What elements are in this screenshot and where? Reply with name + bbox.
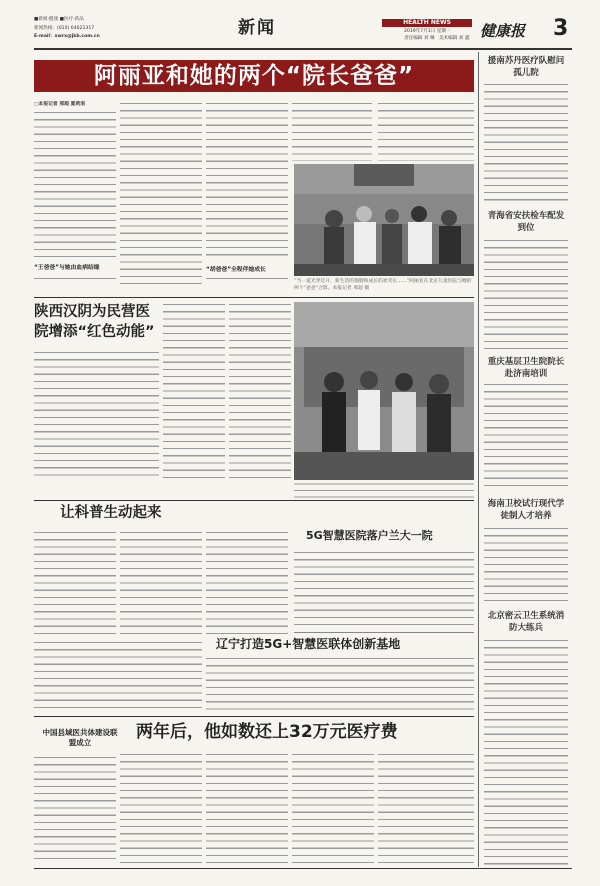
story2-headline: 陕西汉阴为民营医院增添“红色动能” — [34, 304, 155, 340]
story3-headline: 让科普生动起来 — [60, 505, 162, 521]
lead-body-col-1b — [34, 276, 116, 284]
party-photo — [294, 302, 474, 480]
right-s3-title: 重庆基层卫生院院长赴济南培训 — [487, 357, 565, 379]
lead-headline: 阿丽亚和她的两个“院长爸爸” — [93, 63, 415, 89]
story3-body-col-1b — [34, 640, 202, 712]
masthead-rule — [34, 48, 572, 50]
masthead-phone: 新闻热线：(010) 64621317 — [34, 26, 95, 31]
story7-body-col-2 — [206, 752, 288, 865]
story3-body-col-2 — [120, 530, 202, 635]
editor-line — [404, 36, 469, 42]
contact-line-1: ■新闻·健康 ■医疗·药品 — [34, 17, 84, 22]
masthead-email: E-mail：xwrx@jkb.com.cn — [34, 34, 100, 39]
masthead-contacts — [34, 17, 144, 23]
section-title: 新闻 — [238, 18, 276, 38]
lead-body-col-4 — [292, 101, 372, 161]
lead-subhead-1: “王爸爸”与她由血病结缘 — [34, 265, 100, 271]
story3-body-col-1 — [34, 530, 116, 635]
page-number: 3 — [553, 16, 569, 41]
right-s5-body — [484, 638, 568, 865]
party-photo-image — [294, 302, 474, 480]
bottom-rule — [34, 868, 572, 869]
story3-body-col-3 — [206, 530, 288, 635]
right-s4-title: 海南卫校试行现代学徒制人才培养 — [487, 499, 565, 521]
right-s1-title: 援南苏丹医疗队慰问孤儿院 — [487, 56, 565, 78]
lead-body-col-1 — [34, 110, 116, 258]
lead-body-col-5 — [378, 101, 474, 161]
story2-body-col-2 — [163, 302, 225, 478]
brand-logo: 健康报 — [480, 22, 526, 40]
lead-body-col-3 — [206, 101, 288, 261]
story2-body-col-3 — [229, 302, 291, 478]
designer: 美术编辑 刘 鑫 — [438, 36, 470, 41]
story7-body-col-3 — [292, 752, 374, 865]
right-s2-title: 青海省安扶检车配发到位 — [487, 211, 565, 233]
right-s3-body — [484, 382, 568, 492]
tag-label: HEALTH NEWS — [403, 19, 451, 26]
story4-headline: 5G智慧医院落户兰大一院 — [306, 529, 433, 542]
rule-below-lead — [34, 297, 474, 298]
story7-body-col-1 — [120, 752, 202, 865]
right-s2-body — [484, 238, 568, 350]
rule-below-story5 — [34, 716, 474, 717]
story5-headline: 辽宁打造5G+智慧医联体创新基地 — [216, 637, 401, 651]
lead-body-col-2 — [120, 101, 202, 284]
rule-below-story2 — [34, 500, 474, 501]
story7-body-col-4 — [378, 752, 474, 865]
right-s5-title: 北京密云卫生系统消防大练兵 — [487, 611, 565, 633]
health-news-tag — [382, 19, 472, 27]
story2-body — [34, 350, 159, 478]
story6-body — [34, 755, 116, 865]
editor: 责任编辑 刘 琳 — [404, 36, 435, 41]
lead-byline: □本报记者 邢超 夏莉涓 — [34, 101, 86, 107]
lead-photo-image — [294, 164, 474, 276]
lead-photo — [294, 164, 474, 276]
story4-body — [294, 550, 474, 630]
rule-below-story4 — [294, 632, 474, 633]
right-s1-body — [484, 82, 568, 206]
story5-body — [206, 656, 474, 712]
lead-body-col-3b — [206, 276, 288, 284]
right-col-divider — [478, 52, 479, 867]
story6-headline: 中国县域医共体建设联盟成立 — [42, 728, 118, 747]
story7-headline: 两年后，他如数还上32万元医疗费 — [136, 722, 398, 742]
lead-photo-caption: “当一道光穿过开，新生活的翅膀和成长的欢笑长……”阿丽亚在北京儿童医院与她的两个“爸爸”合影。本报记者 邢超 摄 — [294, 279, 472, 291]
right-s4-body — [484, 526, 568, 604]
issue-date: 2019年7月1日 星期一 — [404, 29, 451, 34]
party-photo-caption — [294, 482, 474, 498]
lead-subhead-2: “胡爸爸”全程伴她成长 — [206, 267, 266, 273]
